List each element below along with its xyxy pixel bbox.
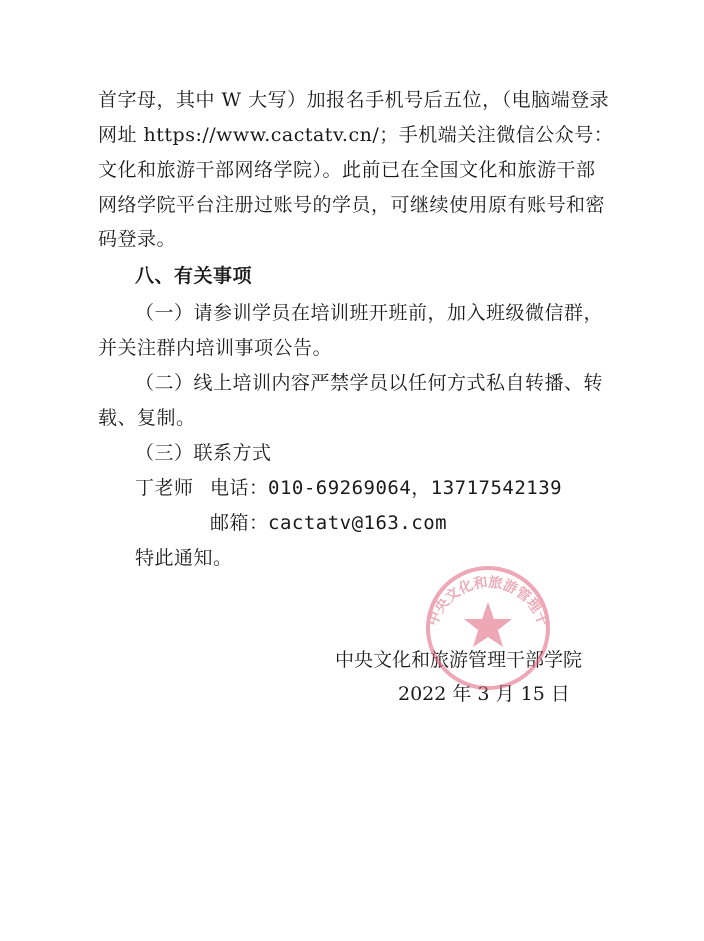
contact-name: 丁老师 xyxy=(135,477,194,499)
item1-line: 并关注群内培训事项公告。 xyxy=(98,337,333,359)
section-heading: 八、有关事项 xyxy=(135,265,253,287)
paragraph-line: 首字母，其中 W 大写）加报名手机号后五位，（电脑端登录 xyxy=(98,89,610,111)
item2-line: （二）线上培训内容严禁学员以任何方式私自转播、转 xyxy=(135,372,604,394)
paragraph-line: 文化和旅游干部网络学院）。此前已在全国文化和旅游干部 xyxy=(98,159,596,181)
item3-line: （三）联系方式 xyxy=(135,442,272,464)
paragraph-line: 网址 https://www.cactatv.cn/；手机端关注微信公众号： xyxy=(98,124,614,146)
phone-label: 电话： xyxy=(210,477,269,499)
paragraph-line: 码登录。 xyxy=(98,228,177,250)
item1-line: （一）请参训学员在培训班开班前，加入班级微信群， xyxy=(135,302,604,324)
seal-star-icon xyxy=(464,602,512,647)
email-value: cactatv@163.com xyxy=(268,512,448,534)
closing-text: 特此通知。 xyxy=(135,547,233,569)
paragraph-line: 网络学院平台注册过账号的学员，可继续使用原有账号和密 xyxy=(98,194,606,216)
official-seal xyxy=(413,562,563,690)
email-label: 邮箱： xyxy=(210,512,269,534)
signature-date: 2022 年 3 月 15 日 xyxy=(398,683,570,705)
item2-line: 载、复制。 xyxy=(98,407,196,429)
signature-organization: 中央文化和旅游管理干部学院 xyxy=(335,649,583,671)
phone-value: 010-69269064，13717542139 xyxy=(268,477,563,499)
seal-text: 中央文化和旅游管理干 xyxy=(425,574,551,629)
